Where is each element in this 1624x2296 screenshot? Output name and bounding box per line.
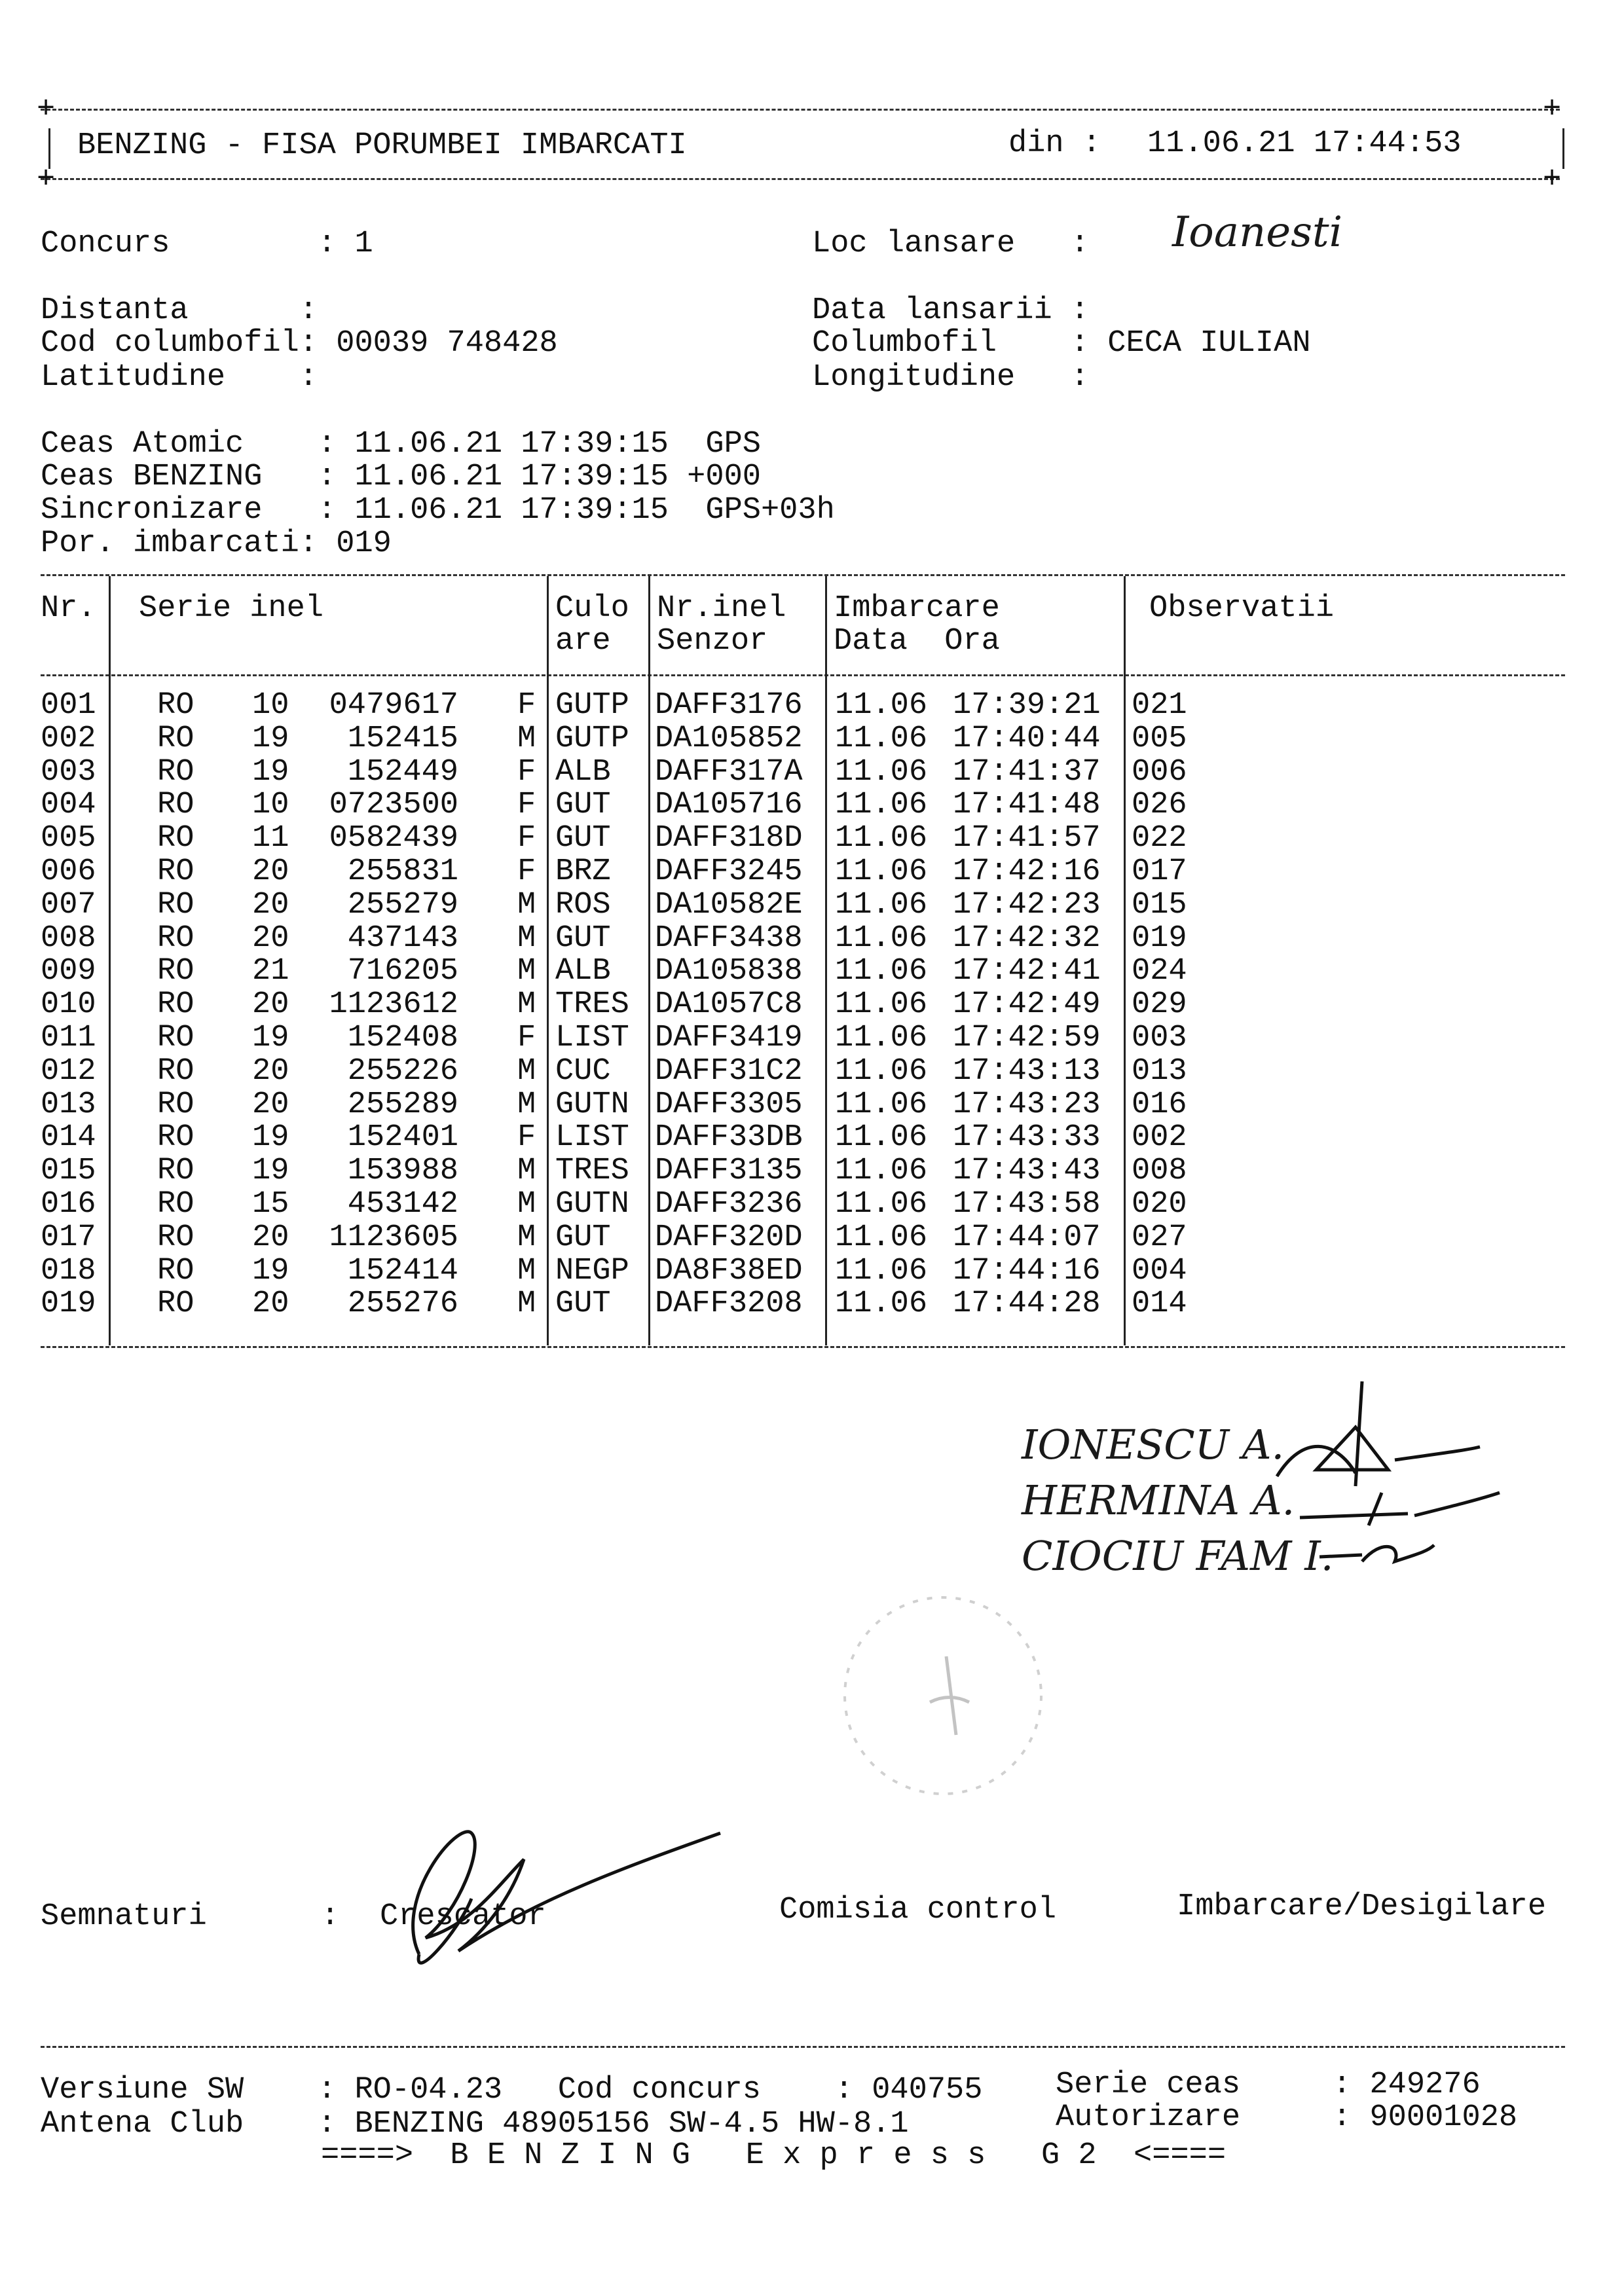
cell-ora: 17:43:58 xyxy=(953,1187,1101,1222)
cell-sex: F xyxy=(517,688,536,723)
cell-ora: 17:39:21 xyxy=(953,688,1101,723)
cell-inel: 153988 xyxy=(347,1154,458,1189)
comisia-control-label: Comisia control xyxy=(779,1893,1057,1927)
antena-club-field: Antena Club : BENZING 48905156 SW-4.5 HW-8.1 xyxy=(41,2107,909,2141)
cell-nr: 001 xyxy=(41,688,96,723)
cell-inel: 1123612 xyxy=(329,987,458,1023)
header-date-label: din : xyxy=(1008,126,1101,161)
cell-obs: 013 xyxy=(1132,1053,1187,1089)
cell-culoare: GUTP xyxy=(555,721,629,756)
ceas-benzing-field: Ceas BENZING : 11.06.21 17:39:15 +000 xyxy=(41,460,761,494)
crescator-signature xyxy=(413,1832,720,1963)
cell-sex: F xyxy=(517,754,536,790)
cell-an: 10 xyxy=(252,688,289,723)
cell-nr: 007 xyxy=(41,887,96,922)
cell-culoare: GUTN xyxy=(555,1187,629,1222)
por-imbarcati-field: Por. imbarcati: 019 xyxy=(41,526,392,561)
cell-data: 11.06 xyxy=(835,854,928,889)
sincronizare-field: Sincronizare : 11.06.21 17:39:15 GPS+03h xyxy=(41,493,835,528)
cell-nr: 017 xyxy=(41,1220,96,1255)
cell-inel: 152408 xyxy=(347,1021,458,1055)
cell-inel: 152415 xyxy=(347,721,458,756)
cell-culoare: GUT xyxy=(555,821,611,856)
cell-nr: 013 xyxy=(41,1087,96,1122)
cell-ora: 17:42:32 xyxy=(953,920,1101,956)
cell-tara: RO xyxy=(157,1187,194,1222)
cell-tara: RO xyxy=(157,887,194,922)
cell-ora: 17:41:37 xyxy=(953,754,1101,790)
cell-sex: F xyxy=(517,821,536,856)
cell-ora: 17:43:33 xyxy=(953,1120,1101,1156)
cell-ora: 17:41:57 xyxy=(953,821,1101,856)
cell-inel: 0582439 xyxy=(329,821,458,856)
cell-inel: 152414 xyxy=(347,1253,458,1288)
data-lansarii-field: Data lansarii : xyxy=(812,293,1090,328)
cell-an: 19 xyxy=(252,1154,289,1189)
cell-data: 11.06 xyxy=(835,987,928,1023)
cell-tara: RO xyxy=(157,920,194,956)
cell-senzor: DAFF3236 xyxy=(655,1187,803,1222)
semnaturi-label: Semnaturi xyxy=(41,1899,207,1934)
cell-ora: 17:41:48 xyxy=(953,788,1101,823)
cell-nr: 005 xyxy=(41,821,96,856)
cell-obs: 017 xyxy=(1132,854,1187,889)
cell-nr: 019 xyxy=(41,1286,96,1322)
cell-inel: 152401 xyxy=(347,1120,458,1156)
cell-data: 11.06 xyxy=(835,887,928,922)
cell-inel: 255831 xyxy=(347,854,458,889)
cell-obs: 019 xyxy=(1132,920,1187,956)
loc-lansare-handwritten: Ioanesti xyxy=(1172,208,1343,257)
cell-an: 20 xyxy=(252,1286,289,1322)
cell-senzor: DAFF3305 xyxy=(655,1087,803,1122)
cell-obs: 004 xyxy=(1132,1253,1187,1288)
cell-ora: 17:42:16 xyxy=(953,854,1101,889)
cell-sex: M xyxy=(517,887,536,922)
cell-inel: 255276 xyxy=(347,1286,458,1322)
cell-culoare: ALB xyxy=(555,954,611,989)
cell-culoare: ALB xyxy=(555,754,611,790)
cell-nr: 018 xyxy=(41,1253,96,1288)
cell-sex: M xyxy=(517,1154,536,1189)
cell-tara: RO xyxy=(157,987,194,1023)
cell-senzor: DA10582E xyxy=(655,887,803,922)
cell-senzor: DA105716 xyxy=(655,788,803,823)
cell-nr: 012 xyxy=(41,1053,96,1089)
cell-data: 11.06 xyxy=(835,954,928,989)
cell-senzor: DAFF318D xyxy=(655,821,803,856)
cell-data: 11.06 xyxy=(835,754,928,790)
cell-tara: RO xyxy=(157,754,194,790)
handwritten-name-1: IONESCU A. xyxy=(1022,1421,1285,1468)
cell-nr: 014 xyxy=(41,1120,96,1156)
cell-culoare: GUT xyxy=(555,1286,611,1322)
cell-nr: 002 xyxy=(41,721,96,756)
cell-nr: 003 xyxy=(41,754,96,790)
cell-an: 19 xyxy=(252,721,289,756)
handwritten-name-2: HERMINA A. xyxy=(1022,1476,1295,1524)
cell-data: 11.06 xyxy=(835,1120,928,1156)
autorizare-field: Autorizare : 90001028 xyxy=(1056,2100,1518,2135)
cell-senzor: DAFF33DB xyxy=(655,1120,803,1156)
table-header-nrinel-2: Senzor xyxy=(657,624,768,659)
cell-culoare: ROS xyxy=(555,887,611,922)
table-header-nrinel-1: Nr.inel xyxy=(657,591,786,626)
cell-obs: 016 xyxy=(1132,1087,1187,1122)
cell-an: 10 xyxy=(252,788,289,823)
header-top-plus-right: + xyxy=(1543,92,1562,127)
imbarcare-desigilare-label: Imbarcare/Desigilare xyxy=(1177,1889,1547,1924)
cell-tara: RO xyxy=(157,1286,194,1322)
cell-tara: RO xyxy=(157,821,194,856)
cell-data: 11.06 xyxy=(835,1286,928,1322)
cell-culoare: GUTN xyxy=(555,1087,629,1122)
cell-an: 20 xyxy=(252,854,289,889)
cell-obs: 020 xyxy=(1132,1187,1187,1222)
cell-ora: 17:43:13 xyxy=(953,1053,1101,1089)
header-bottom-plus-left: + xyxy=(37,162,56,197)
cell-tara: RO xyxy=(157,721,194,756)
cell-inel: 255279 xyxy=(347,887,458,922)
columbofil-field: Columbofil : CECA IULIAN xyxy=(812,326,1311,361)
cell-inel: 1123605 xyxy=(329,1220,458,1255)
cell-sex: M xyxy=(517,1087,536,1122)
cell-culoare: CUC xyxy=(555,1053,611,1089)
cell-data: 11.06 xyxy=(835,1087,928,1122)
cell-nr: 004 xyxy=(41,788,96,823)
cell-an: 20 xyxy=(252,887,289,922)
cell-sex: M xyxy=(517,1253,536,1288)
cell-obs: 006 xyxy=(1132,754,1187,790)
versiune-sw-field: Versiune SW : RO-04.23 Cod concurs : 040755 xyxy=(41,2073,983,2107)
loc-lansare-label: Loc lansare : xyxy=(812,227,1090,261)
ceas-atomic-field: Ceas Atomic : 11.06.21 17:39:15 GPS xyxy=(41,427,761,462)
cod-columbofil-field: Cod columbofil: 00039 748428 xyxy=(41,326,558,361)
crescator-label: Crescator xyxy=(380,1899,546,1934)
cell-senzor: DAFF317A xyxy=(655,754,803,790)
cell-sex: M xyxy=(517,721,536,756)
distanta-field: Distanta : xyxy=(41,293,318,328)
cell-an: 19 xyxy=(252,1120,289,1156)
cell-inel: 453142 xyxy=(347,1187,458,1222)
cell-an: 20 xyxy=(252,1087,289,1122)
cell-senzor: DAFF320D xyxy=(655,1220,803,1255)
latitudine-field: Latitudine : xyxy=(41,360,318,395)
cell-sex: M xyxy=(517,1053,536,1089)
cell-ora: 17:44:28 xyxy=(953,1286,1101,1322)
cell-inel: 716205 xyxy=(347,954,458,989)
cell-sex: F xyxy=(517,1021,536,1055)
cell-data: 11.06 xyxy=(835,1220,928,1255)
cell-nr: 008 xyxy=(41,920,96,956)
cell-data: 11.06 xyxy=(835,721,928,756)
cell-senzor: DA105852 xyxy=(655,721,803,756)
cell-tara: RO xyxy=(157,788,194,823)
cell-tara: RO xyxy=(157,1087,194,1122)
cell-nr: 015 xyxy=(41,1154,96,1189)
cell-culoare: GUT xyxy=(555,920,611,956)
cell-ora: 17:42:59 xyxy=(953,1021,1101,1055)
cell-culoare: TRES xyxy=(555,1154,629,1189)
cell-nr: 011 xyxy=(41,1021,96,1055)
cell-ora: 17:43:23 xyxy=(953,1087,1101,1122)
cell-data: 11.06 xyxy=(835,1253,928,1288)
cell-sex: M xyxy=(517,1286,536,1322)
table-header-culoare-2: are xyxy=(555,624,611,659)
cell-data: 11.06 xyxy=(835,1053,928,1089)
cell-senzor: DA8F38ED xyxy=(655,1253,803,1288)
cell-culoare: GUTP xyxy=(555,688,629,723)
cell-an: 21 xyxy=(252,954,289,989)
longitudine-field: Longitudine : xyxy=(812,360,1090,395)
signature-mark-1 xyxy=(1277,1381,1480,1486)
table-header-imbarcare-2: Data Ora xyxy=(834,624,1000,659)
cell-senzor: DAFF3245 xyxy=(655,854,803,889)
cell-an: 19 xyxy=(252,1253,289,1288)
cell-obs: 027 xyxy=(1132,1220,1187,1255)
cell-ora: 17:42:41 xyxy=(953,954,1101,989)
cell-senzor: DA105838 xyxy=(655,954,803,989)
cell-sex: M xyxy=(517,954,536,989)
cell-senzor: DAFF3208 xyxy=(655,1286,803,1322)
cell-an: 20 xyxy=(252,987,289,1023)
page-title: BENZING - FISA PORUMBEI IMBARCATI xyxy=(77,128,687,163)
cell-data: 11.06 xyxy=(835,788,928,823)
cell-an: 11 xyxy=(252,821,289,856)
cell-sex: F xyxy=(517,854,536,889)
benzing-express-banner: ====> B E N Z I N G E x p r e s s G 2 <==== xyxy=(321,2138,1227,2173)
cell-data: 11.06 xyxy=(835,1187,928,1222)
handwritten-name-3: CIOCIU FAM I. xyxy=(1022,1532,1334,1580)
cell-tara: RO xyxy=(157,1120,194,1156)
cell-ora: 17:40:44 xyxy=(953,721,1101,756)
cell-an: 19 xyxy=(252,1021,289,1055)
cell-sex: F xyxy=(517,788,536,823)
cell-senzor: DAFF3135 xyxy=(655,1154,803,1189)
cell-obs: 022 xyxy=(1132,821,1187,856)
cell-obs: 015 xyxy=(1132,887,1187,922)
serie-ceas-field: Serie ceas : 249276 xyxy=(1056,2068,1481,2102)
concurs-field: Concurs : 1 xyxy=(41,227,373,261)
cell-obs: 002 xyxy=(1132,1120,1187,1156)
signature-mark-3 xyxy=(1320,1545,1434,1561)
header-date-value: 11.06.21 17:44:53 xyxy=(1147,126,1462,161)
cell-inel: 0479617 xyxy=(329,688,458,723)
cell-inel: 0723500 xyxy=(329,788,458,823)
cell-senzor: DAFF31C2 xyxy=(655,1053,803,1089)
cell-an: 20 xyxy=(252,920,289,956)
table-header-imbarcare-1: Imbarcare xyxy=(834,591,1000,626)
header-top-plus-left: + xyxy=(37,92,56,127)
cell-data: 11.06 xyxy=(835,821,928,856)
cell-obs: 003 xyxy=(1132,1021,1187,1055)
cell-culoare: GUT xyxy=(555,1220,611,1255)
cell-ora: 17:42:49 xyxy=(953,987,1101,1023)
cell-culoare: LIST xyxy=(555,1021,629,1055)
cell-tara: RO xyxy=(157,1154,194,1189)
cell-nr: 006 xyxy=(41,854,96,889)
cell-culoare: GUT xyxy=(555,788,611,823)
cell-nr: 010 xyxy=(41,987,96,1023)
cell-sex: M xyxy=(517,920,536,956)
cell-data: 11.06 xyxy=(835,688,928,723)
cell-sex: M xyxy=(517,1187,536,1222)
cell-ora: 17:43:43 xyxy=(953,1154,1101,1189)
cell-obs: 005 xyxy=(1132,721,1187,756)
cell-senzor: DA1057C8 xyxy=(655,987,803,1023)
cell-an: 15 xyxy=(252,1187,289,1222)
cell-tara: RO xyxy=(157,1053,194,1089)
cell-tara: RO xyxy=(157,954,194,989)
cell-inel: 152449 xyxy=(347,754,458,790)
cell-data: 11.06 xyxy=(835,920,928,956)
semnaturi-colon: : xyxy=(321,1899,340,1934)
table-header-observatii: Observatii xyxy=(1149,591,1335,626)
cell-tara: RO xyxy=(157,854,194,889)
footer-rule xyxy=(41,2046,1565,2048)
cell-obs: 021 xyxy=(1132,688,1187,723)
cell-an: 19 xyxy=(252,754,289,790)
cell-culoare: LIST xyxy=(555,1120,629,1156)
cell-tara: RO xyxy=(157,1253,194,1288)
cell-obs: 024 xyxy=(1132,954,1187,989)
cell-inel: 255289 xyxy=(347,1087,458,1122)
cell-senzor: DAFF3438 xyxy=(655,920,803,956)
cell-data: 11.06 xyxy=(835,1021,928,1055)
cell-senzor: DAFF3419 xyxy=(655,1021,803,1055)
cell-culoare: BRZ xyxy=(555,854,611,889)
signature-mark-2 xyxy=(1300,1493,1500,1525)
cell-nr: 016 xyxy=(41,1187,96,1222)
cell-nr: 009 xyxy=(41,954,96,989)
cell-sex: F xyxy=(517,1120,536,1156)
cell-tara: RO xyxy=(157,1220,194,1255)
cell-ora: 17:42:23 xyxy=(953,887,1101,922)
cell-an: 20 xyxy=(252,1053,289,1089)
table-header-nr: Nr. xyxy=(41,591,96,626)
cell-sex: M xyxy=(517,1220,536,1255)
cell-culoare: TRES xyxy=(555,987,629,1023)
cell-tara: RO xyxy=(157,1021,194,1055)
cell-inel: 437143 xyxy=(347,920,458,956)
cell-obs: 029 xyxy=(1132,987,1187,1023)
cell-senzor: DAFF3176 xyxy=(655,688,803,723)
faint-stamp xyxy=(845,1597,1041,1794)
cell-ora: 17:44:07 xyxy=(953,1220,1101,1255)
table-header-serie: Serie inel xyxy=(139,591,324,626)
cell-obs: 026 xyxy=(1132,788,1187,823)
cell-inel: 255226 xyxy=(347,1053,458,1089)
header-bottom-plus-right: + xyxy=(1543,162,1562,197)
cell-culoare: NEGP xyxy=(555,1253,629,1288)
cell-tara: RO xyxy=(157,688,194,723)
cell-data: 11.06 xyxy=(835,1154,928,1189)
cell-obs: 014 xyxy=(1132,1286,1187,1322)
cell-an: 20 xyxy=(252,1220,289,1255)
cell-ora: 17:44:16 xyxy=(953,1253,1101,1288)
cell-sex: M xyxy=(517,987,536,1023)
table-header-culoare-1: Culo xyxy=(555,591,629,626)
cell-obs: 008 xyxy=(1132,1154,1187,1189)
